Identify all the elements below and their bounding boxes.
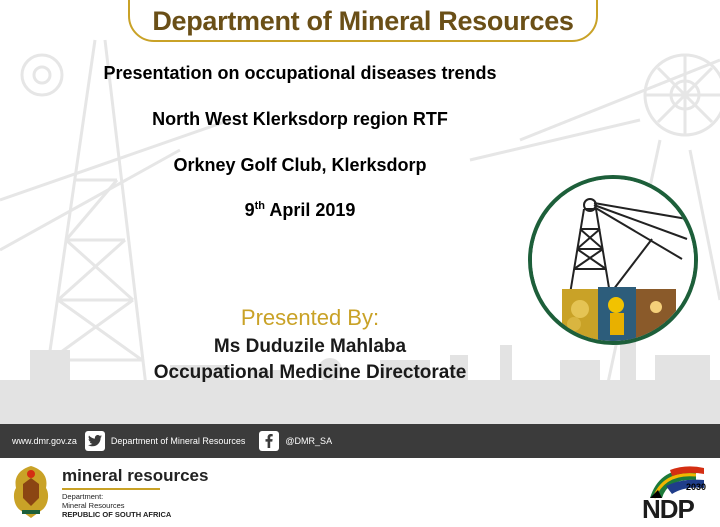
twitter-label: Department of Mineral Resources	[110, 436, 246, 446]
header-title: Department of Mineral Resources	[152, 5, 574, 36]
facebook-handle: @DMR_SA	[285, 436, 333, 446]
presented-by-label: Presented By:	[240, 305, 380, 330]
facebook-group[interactable]	[245, 431, 332, 451]
ndp-text: NDP	[642, 494, 694, 524]
presentation-date	[0, 200, 600, 221]
presentation-region: North West Klerksdorp region RTF	[152, 109, 448, 129]
facebook-icon[interactable]	[259, 431, 279, 451]
dmr-emblem	[528, 175, 698, 345]
brand-subtitle	[62, 492, 171, 519]
ndp-logo	[640, 462, 714, 524]
twitter-group[interactable]	[77, 431, 246, 451]
brand-sub-2: Mineral Resources	[62, 501, 125, 510]
brand-title: mineral resources	[62, 466, 209, 485]
twitter-icon[interactable]	[85, 431, 105, 451]
footer-social-bar	[0, 424, 720, 458]
header-banner	[128, 0, 598, 42]
ndp-year: 2030	[686, 482, 707, 492]
date-suffix: th	[254, 200, 265, 212]
brand-divider	[62, 488, 160, 490]
presentation-venue: Orkney Golf Club, Klerksdorp	[173, 155, 427, 175]
coat-of-arms-icon	[10, 464, 52, 520]
headframe-silhouette-icon	[532, 179, 694, 341]
presenter-name: Ms Duduzile Mahlaba	[213, 336, 407, 357]
brand-sub-1: Department:	[62, 492, 104, 501]
footer-website[interactable]: www.dmr.gov.za	[12, 436, 77, 446]
bottom-branding	[0, 458, 720, 527]
date-day: 9	[244, 200, 255, 220]
date-rest: April 2019	[265, 200, 356, 220]
presentation-title: Presentation on occupational diseases trends	[103, 63, 497, 83]
brand-sub-3: REPUBLIC OF SOUTH AFRICA	[62, 510, 172, 519]
presenter-unit: Occupational Medicine Directorate	[153, 362, 467, 383]
